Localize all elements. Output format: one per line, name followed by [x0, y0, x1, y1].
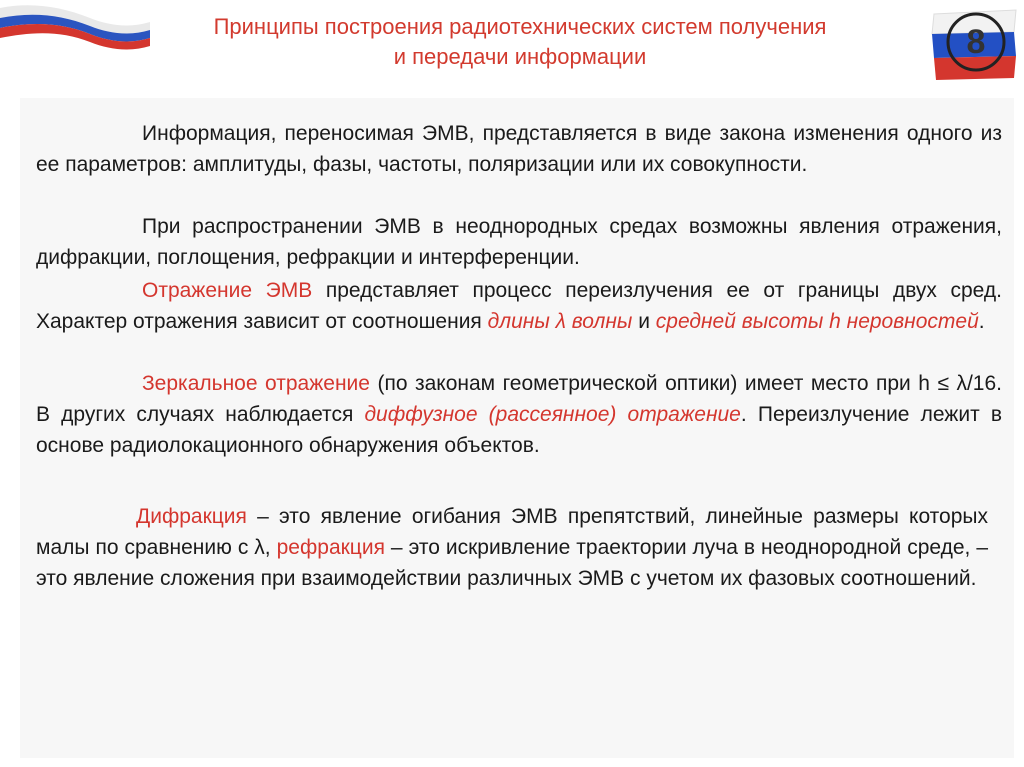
title-line-1: Принципы построения радиотехнических систем получения — [213, 14, 827, 39]
paragraph-reflection — [36, 275, 1002, 337]
term-reflection: Отражение ЭМВ — [142, 279, 313, 302]
paragraph-text: Информация, переносимая ЭМВ, представляется в виде закона изменения одного из ее параметров: амплитуды, фазы, частоты, поляризации или их совокупности. — [36, 122, 1002, 176]
paragraph-text: представляет процесс переизлучения ее от границы двух сред. Характер отражения зависит от соотношения — [36, 279, 1002, 333]
term-roughness-height: средней высоты h неровностей — [655, 310, 979, 333]
paragraph-information — [36, 118, 1002, 180]
page-title — [160, 12, 880, 72]
term-diffraction: Дифракция — [136, 505, 247, 528]
paragraph-text: . — [978, 310, 985, 333]
term-specular-reflection: Зеркальное отражение — [142, 372, 370, 395]
paragraph-text: – это явление огибания ЭМВ препятствий, линейные размеры которых малы по сравнению с λ, — [36, 505, 988, 559]
paragraph-text: При распространении ЭМВ в неоднородных средах возможны явления отражения, дифракции, поглощения, рефракции и интерференции. — [36, 215, 1002, 269]
paragraph-specular-reflection — [36, 368, 1002, 461]
paragraph-text: (по законам геометрической оптики) имеет место при h ≤ λ/16. В других случаях наблюдается — [36, 372, 1002, 426]
title-line-2: и передачи информации — [393, 44, 647, 69]
paragraph-text: и — [632, 310, 656, 333]
term-wavelength: длины λ волны — [487, 310, 633, 333]
paragraph-text: . Переизлучение лежит в основе радиолокационного обнаружения объектов. — [36, 403, 1002, 457]
flag-ribbon-icon — [0, 0, 150, 60]
term-refraction: рефракция — [276, 536, 385, 559]
paragraph-propagation — [36, 211, 1002, 273]
paragraph-diffraction — [36, 501, 988, 594]
paragraph-text: – это искривление траектории луча в неоднородной среде, – это явление сложения при взаимодействии различных ЭМВ с учетом их фазовых соотношений. — [36, 536, 989, 590]
page-number: 8 — [966, 23, 986, 61]
term-diffuse-reflection: диффузное (рассеянное) отражение — [364, 403, 741, 426]
